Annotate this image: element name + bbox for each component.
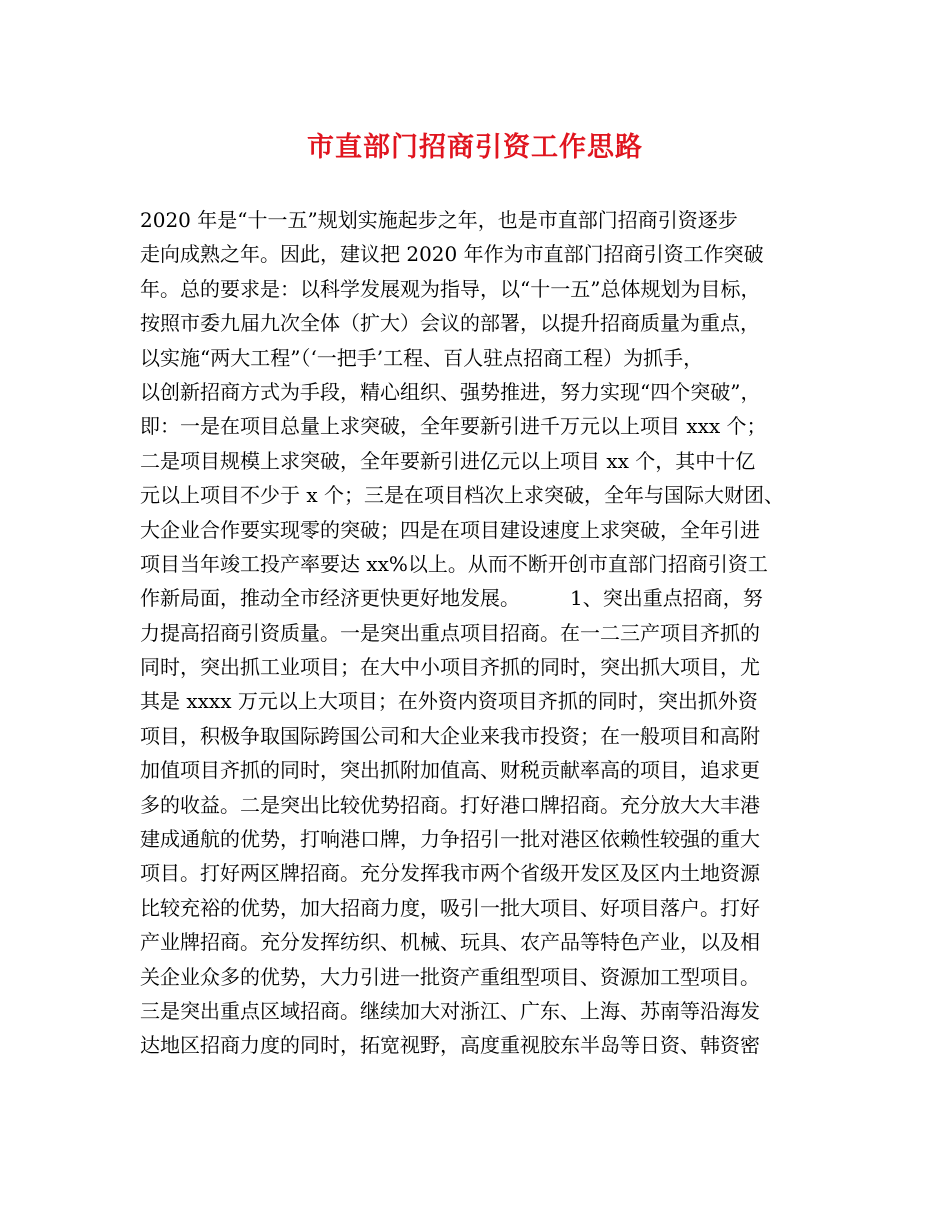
- body-line: 2020 年是“十一五”规划实施起步之年，也是市直部门招商引资逐步: [140, 208, 738, 232]
- body-line: 年。总的要求是：以科学发展观为指导，以“十一五”总体规划为目标，: [140, 276, 761, 301]
- body-line: 大企业合作要实现零的突破；四是在项目建设速度上求突破，全年引进: [140, 517, 760, 542]
- body-line: 加值项目齐抓的同时，突出抓附加值高、财税贡献率高的项目，追求更: [140, 758, 760, 783]
- body-line: 同时，突出抓工业项目；在大中小项目齐抓的同时，突出抓大项目，尤: [140, 655, 760, 680]
- body-line: 项目当年竣工投产率要达 xx%以上。从而不断开创市直部门招商引资工: [140, 551, 768, 576]
- body-line: 项目。打好两区牌招商。充分发挥我市两个省级开发区及区内土地资源: [140, 861, 760, 886]
- body-line: 以创新招商方式为手段，精心组织、强势推进，努力实现“四个突破”，: [140, 379, 761, 404]
- document-body: [140, 203, 820, 1063]
- body-line: 元以上项目不少于 x 个；三是在项目档次上求突破，全年与国际大财团、: [140, 483, 784, 508]
- body-line: 关企业众多的优势，大力引进一批资产重组型项目、资源加工型项目。: [140, 964, 760, 989]
- body-line: 走向成熟之年。因此，建议把 2020 年作为市直部门招商引资工作突破: [140, 242, 764, 267]
- body-line: 多的收益。二是突出比较优势招商。打好港口牌招商。充分放大大丰港: [140, 792, 760, 817]
- body-line: 按照市委九届九次全体（扩大）会议的部署，以提升招商质量为重点，: [140, 311, 760, 336]
- body-line: 比较充裕的优势，加大招商力度，吸引一批大项目、好项目落户。打好: [140, 895, 760, 920]
- body-line: 建成通航的优势，打响港口牌，力争招引一批对港区依赖性较强的重大: [140, 827, 760, 852]
- body-line: 力提高招商引资质量。一是突出重点项目招商。在一二三产项目齐抓的: [140, 620, 760, 645]
- document-title: 市直部门招商引资工作思路: [307, 132, 643, 163]
- body-line: 达地区招商力度的同时，拓宽视野，高度重视胶东半岛等日资、韩资密: [140, 1033, 760, 1058]
- body-line: 项目，积极争取国际跨国公司和大企业来我市投资；在一般项目和高附: [140, 723, 760, 748]
- body-line: 三是突出重点区域招商。继续加大对浙江、广东、上海、苏南等沿海发: [140, 998, 760, 1023]
- body-line: 即：一是在项目总量上求突破，全年要新引进千万元以上项目 xxx 个；: [140, 414, 767, 439]
- body-line: 二是项目规模上求突破，全年要新引进亿元以上项目 xx 个，其中十亿: [140, 448, 756, 473]
- body-line: 其是 xxxx 万元以上大项目；在外资内资项目齐抓的同时，突出抓外资: [140, 689, 758, 714]
- body-line: 作新局面，推动全市经济更快更好地发展。 1、突出重点招商，努: [140, 586, 763, 611]
- body-line: 产业牌招商。充分发挥纺织、机械、玩具、农产品等特色产业，以及相: [140, 930, 760, 955]
- body-line: 以实施“两大工程”（‘一把手’工程、百人驻点招商工程）为抓手，: [140, 345, 704, 370]
